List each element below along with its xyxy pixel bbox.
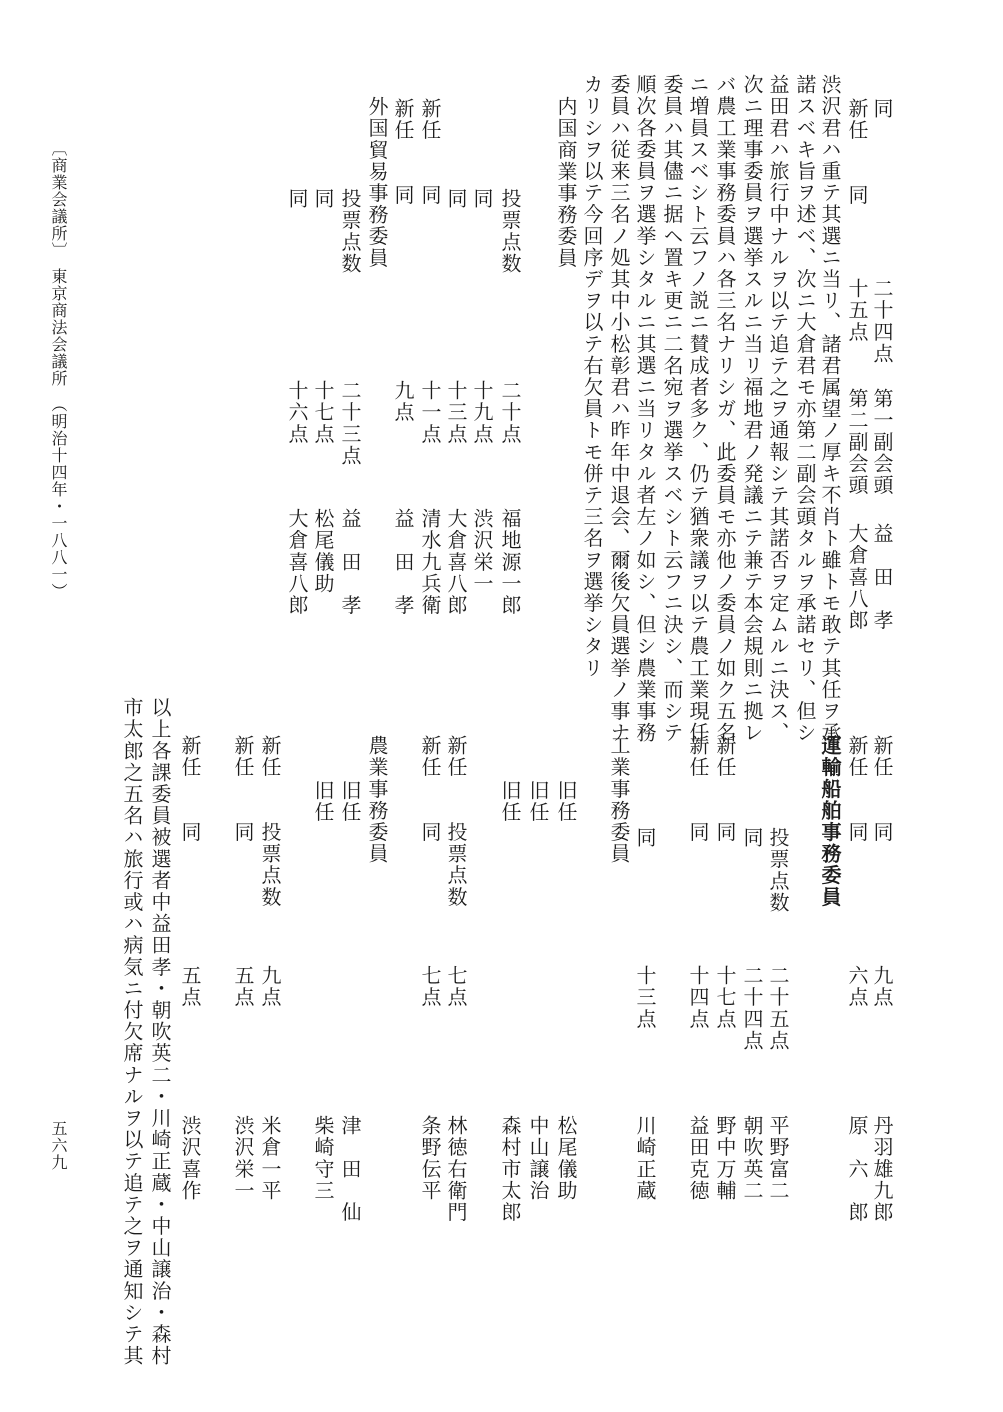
row-role: 新任 同 (870, 735, 894, 843)
paragraph-line: ニ増員スベシト云フノ説ニ賛成者多ク、仍テ猶衆議ヲ以テ農工業現任 (686, 74, 710, 744)
row-role: 同 (444, 188, 468, 210)
row-role: 新任 同 (391, 98, 415, 206)
page-number: 五六九 (49, 1120, 68, 1171)
paragraph-line: カリシヲ以テ今回序デヲ以テ右欠員トモ併テ三名ヲ選挙シタリ (580, 74, 604, 679)
row-name: 柴崎守三 (311, 1115, 335, 1202)
row-title: 第一副会頭 (870, 388, 894, 496)
paragraph-line: 諾スベキ旨ヲ述ベ、次ニ大倉君モ亦第二副会頭タルヲ承諾セリ、但シ (793, 74, 817, 744)
paragraph-line: 委員ハ従来三名ノ処其中小松彰君ハ昨年中退会、爾後欠員選挙ノ事ナ (607, 74, 631, 744)
row-name: 益 田 孝 (391, 508, 415, 616)
row-role: 投票点数 (498, 188, 522, 275)
row-name: 米倉一平 (258, 1115, 282, 1202)
row-role: 同 (285, 188, 309, 210)
row-role: 新任 同 (845, 735, 869, 843)
row-votes: 九点 (258, 965, 282, 1009)
row-name: 清水九兵衛 (418, 508, 442, 616)
row-name: 野中万輔 (713, 1115, 737, 1202)
row-votes: 二十五点 (766, 965, 790, 1052)
row-role: 新任 同 (845, 98, 869, 206)
source-footer: 〔商業会議所〕 東京商法会議所 （明治十四年・一八八一） (49, 140, 68, 600)
row-name: 川崎正蔵 (633, 1115, 657, 1202)
row-name: 益 田 孝 (338, 508, 362, 616)
row-votes: 七点 (444, 965, 468, 1009)
row-votes: 二十三点 (338, 380, 362, 467)
row-name: 渋沢栄一 (231, 1115, 255, 1202)
row-votes: 二十四点 (870, 278, 894, 365)
row-role: 投票点数 (338, 188, 362, 275)
foreign-trade-heading: 外国貿易事務委員 (365, 96, 389, 269)
closing-line: 市太郎之五名ハ旅行或ハ病気ニ付欠席ナルヲ以テ追テ之ヲ通知シテ其 (120, 697, 144, 1367)
row-name: 大倉喜八郎 (444, 508, 468, 616)
row-role: 新任 投票点数 (444, 735, 468, 908)
row-name: 松尾儀助 (554, 1115, 578, 1202)
row-votes: 十九点 (470, 380, 494, 445)
row-name: 条野伝平 (418, 1115, 442, 1202)
row-role: 旧任 (338, 780, 362, 824)
row-name: 朝吹英二 (740, 1115, 764, 1202)
row-name: 益田克徳 (686, 1115, 710, 1202)
row-name: 中山譲治 (526, 1115, 550, 1202)
row-votes: 五点 (178, 965, 202, 1009)
row-name: 大倉喜八郎 (285, 508, 309, 616)
row-votes: 十一点 (418, 380, 442, 445)
row-role: 新任 同 (231, 735, 255, 843)
row-name: 渋沢栄一 (470, 508, 494, 595)
paragraph-line: バ農工業事務委員ハ各三名ナリシガ、此委員モ亦他ノ委員ノ如ク五名 (713, 74, 737, 744)
row-role: 新任 同 (686, 735, 710, 843)
row-role: 同 (311, 188, 335, 210)
row-role: 新任 同 (418, 735, 442, 843)
row-role: 同 (633, 827, 657, 849)
paragraph-line: 順次各委員ヲ選挙シタルニ其選ニ当リタル者左ノ如シ、但シ農業事務 (633, 74, 657, 744)
row-votes: 九点 (870, 965, 894, 1009)
closing-line: 以上各課委員被選者中益田孝・朝吹英二・川崎正蔵・中山譲治・森村 (148, 697, 172, 1367)
row-name: 原 六 郎 (845, 1115, 869, 1223)
row-votes: 六点 (845, 965, 869, 1009)
row-role: 同 (740, 827, 764, 849)
row-votes: 十三点 (444, 380, 468, 445)
row-role: 旧任 (526, 780, 550, 824)
row-votes: 二十四点 (740, 965, 764, 1052)
row-role: 同 (870, 98, 894, 120)
row-name: 森村市太郎 (498, 1115, 522, 1223)
row-votes: 十三点 (633, 965, 657, 1030)
row-role: 同 (470, 188, 494, 210)
row-role: 新任 同 (418, 98, 442, 206)
row-name: 平野富二 (766, 1115, 790, 1202)
paragraph-line: 委員ハ其儘ニ据ヘ置キ更ニ二名宛ヲ選挙スベシト云フニ決シ、而シテ (660, 74, 684, 744)
row-title: 第二副会頭 (845, 388, 869, 496)
shipping-heading: 運輸船舶事務委員 (818, 735, 842, 908)
row-name: 渋沢喜作 (178, 1115, 202, 1202)
row-role: 新任 投票点数 (258, 735, 282, 908)
row-name: 津 田 仙 (338, 1115, 362, 1223)
industry-heading: 工業事務委員 (607, 735, 631, 865)
domestic-commerce-heading: 内国商業事務委員 (554, 96, 578, 269)
row-name: 松尾儀助 (311, 508, 335, 595)
row-name: 大倉喜八郎 (845, 523, 869, 631)
agriculture-heading: 農業事務委員 (365, 735, 389, 865)
row-role: 新任 同 (713, 735, 737, 843)
paragraph-line: 次ニ理事委員ヲ選挙スルニ当リ福地君ノ発議ニテ兼テ本会規則ニ拠レ (740, 74, 764, 744)
paragraph-line: 渋沢君ハ重テ其選ニ当リ、諸君属望ノ厚キ不肖ト雖トモ敢テ其任ヲ承 (818, 74, 842, 744)
row-votes: 十五点 (845, 278, 869, 343)
row-name: 益 田 孝 (870, 523, 894, 631)
row-votes: 九点 (391, 380, 415, 424)
row-votes: 十四点 (686, 965, 710, 1030)
row-role: 旧任 (554, 780, 578, 824)
row-name: 丹羽雄九郎 (870, 1115, 894, 1223)
row-votes: 十六点 (285, 380, 309, 445)
row-name: 林徳右衛門 (444, 1115, 468, 1223)
row-votes: 五点 (231, 965, 255, 1009)
row-votes: 二十点 (498, 380, 522, 445)
paragraph-line: 益田君ハ旅行中ナルヲ以テ追テ之ヲ通報シテ其諾否ヲ定ムルニ決ス、 (766, 74, 790, 744)
row-role: 投票点数 (766, 827, 790, 914)
row-votes: 七点 (418, 965, 442, 1009)
row-role: 旧任 (311, 780, 335, 824)
row-role: 新任 同 (178, 735, 202, 843)
row-role: 旧任 (498, 780, 522, 824)
row-name: 福地源一郎 (498, 508, 522, 616)
row-votes: 十七点 (713, 965, 737, 1030)
row-votes: 十七点 (311, 380, 335, 445)
